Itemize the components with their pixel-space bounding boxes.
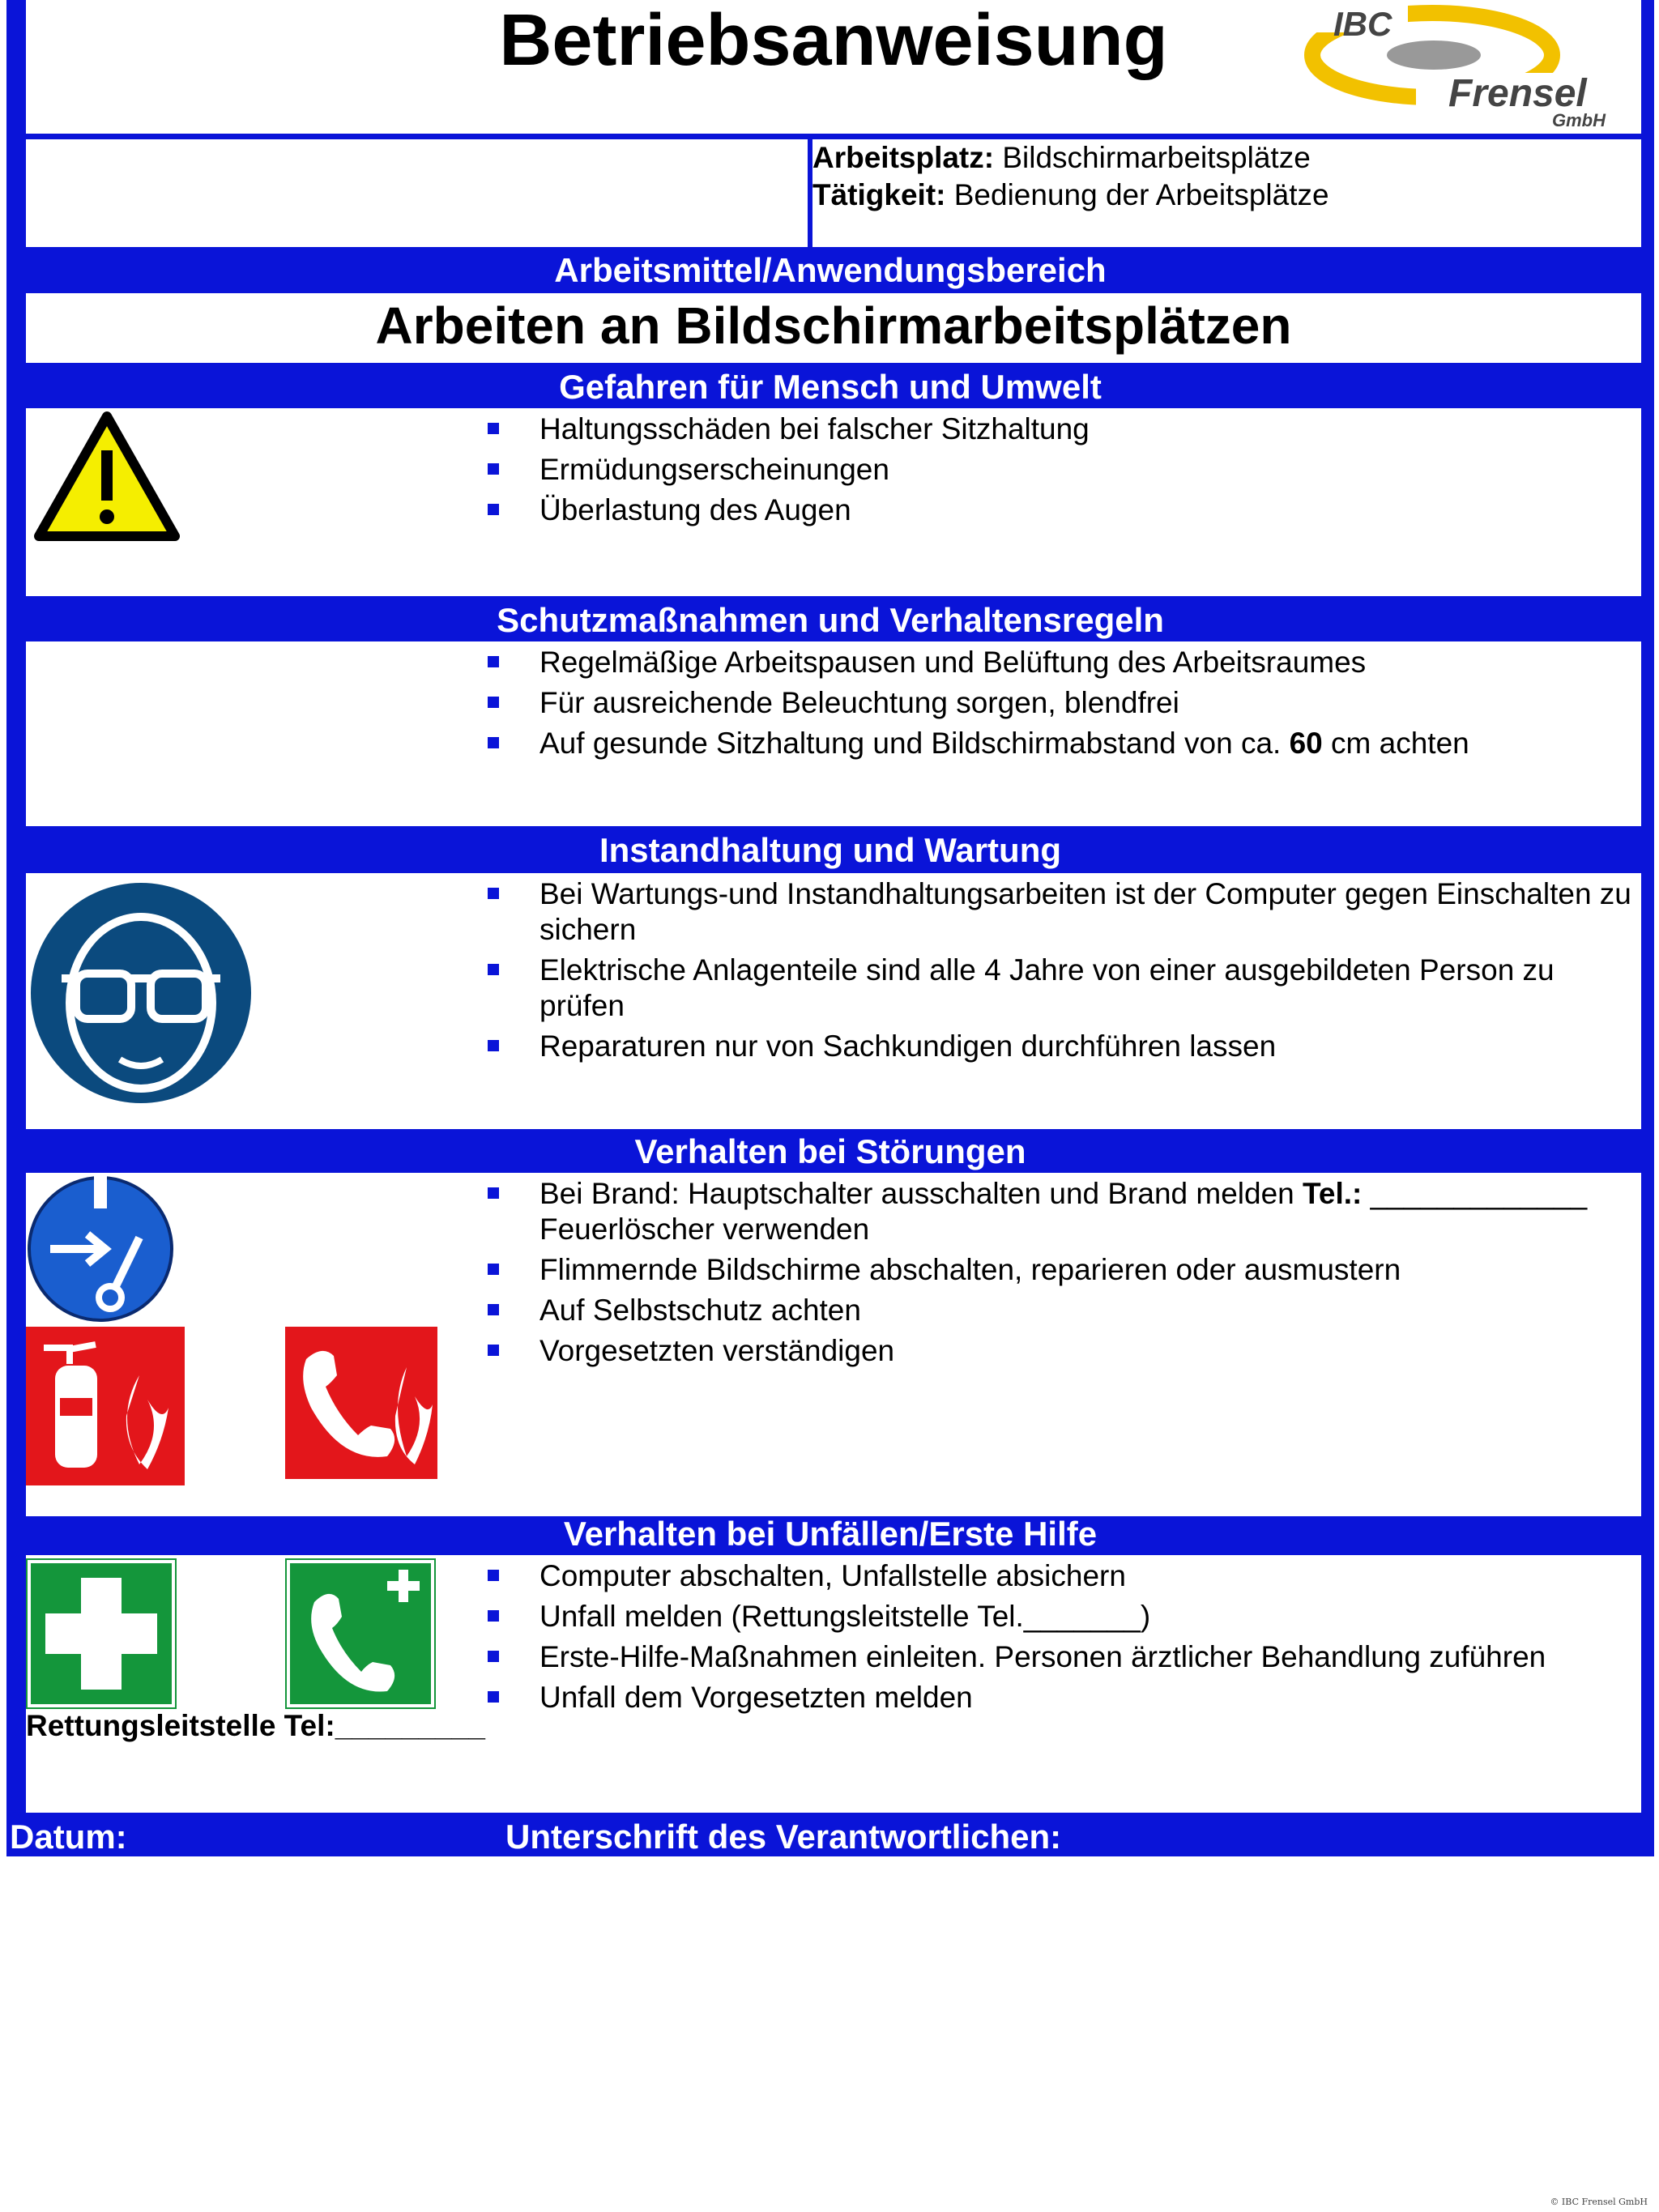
bullet-icon — [488, 1304, 499, 1315]
rettungsleitstelle-label: Rettungsleitstelle Tel: — [26, 1709, 335, 1742]
list-item: Regelmäßige Arbeitspausen und Belüftung des Arbeitsraumes — [488, 645, 1622, 680]
bullet-icon — [488, 1691, 499, 1703]
schutz-heading: Schutzmaßnahmen und Verhaltensregeln — [497, 601, 1164, 639]
bullet-icon — [488, 1187, 499, 1199]
list-item: Erste-Hilfe-Maßnahmen einleiten. Personen ärztlicher Behandlung zuführen — [488, 1639, 1638, 1675]
arbeitsplatz-label: Arbeitsplatz: — [812, 141, 995, 174]
betriebsanweisung-sheet — [6, 0, 1654, 1856]
wartung-box — [26, 873, 1641, 1129]
bullet-icon — [488, 423, 499, 434]
header-box — [26, 0, 1641, 134]
rettungsleitstelle-blank: _________ — [335, 1709, 485, 1742]
bullet-icon — [488, 1345, 499, 1356]
first-aid-icon — [26, 1558, 177, 1709]
stoerungen-box — [26, 1173, 1641, 1516]
bullet-icon — [488, 1040, 499, 1051]
schutz-box — [26, 641, 1641, 826]
anwendung-box — [26, 293, 1641, 363]
arbeitsplatz-line — [812, 139, 1311, 177]
unfaelle-heading: Verhalten bei Unfällen/Erste Hilfe — [563, 1515, 1098, 1553]
gefahren-list — [488, 411, 1622, 533]
bullet-icon — [488, 1610, 499, 1622]
list-item: Unfall melden (Rettungsleitstelle Tel._______) — [488, 1599, 1638, 1634]
list-item: Auf Selbstschutz achten — [488, 1293, 1638, 1328]
copyright-notice: © IBC Frensel GmbH — [1550, 2197, 1648, 2207]
rettungsleitstelle-line — [26, 1707, 485, 1745]
unfaelle-box — [26, 1555, 1641, 1813]
tel-blank: _____________ — [1362, 1177, 1588, 1210]
list-item: Haltungsschäden bei falscher Sitzhaltung — [488, 411, 1622, 447]
stoerungen-heading: Verhalten bei Störungen — [634, 1132, 1026, 1170]
arbeitsplatz-cell — [812, 139, 1641, 247]
bullet-icon — [488, 504, 499, 515]
logo-ibc: IBC — [1333, 5, 1392, 43]
wartung-heading: Instandhaltung und Wartung — [599, 831, 1061, 869]
wartung-list — [488, 876, 1638, 1069]
taetigkeit-value: Bedienung der Arbeitsplätze — [953, 178, 1329, 211]
bullet-icon — [488, 737, 499, 748]
bullet-icon — [488, 964, 499, 975]
taetigkeit-label: Tätigkeit: — [812, 178, 946, 211]
unfaelle-list — [488, 1558, 1638, 1720]
list-item: Reparaturen nur von Sachkundigen durchführen lassen — [488, 1029, 1638, 1064]
list-item: Überlastung des Augen — [488, 492, 1622, 528]
list-item: Für ausreichende Beleuchtung sorgen, blendfrei — [488, 685, 1622, 721]
distance-value: 60 — [1289, 727, 1323, 760]
list-item: Unfall dem Vorgesetzten melden — [488, 1680, 1638, 1715]
bullet-icon — [488, 697, 499, 708]
emergency-telephone-icon — [285, 1558, 436, 1709]
anwendung-title: Arbeiten an Bildschirmarbeitsplätzen — [375, 296, 1292, 355]
list-item: Bei Brand: Hauptschalter ausschalten und Brand melden Tel.: _____________ Feuerlöscher verwenden — [488, 1176, 1638, 1247]
schutz-list — [488, 645, 1622, 766]
stoerungen-list — [488, 1176, 1638, 1374]
list-item: Ermüdungserscheinungen — [488, 452, 1622, 488]
logo-frensel: Frensel — [1448, 72, 1587, 115]
logo-gmbh: GmbH — [1552, 110, 1606, 130]
bullet-icon — [488, 463, 499, 475]
eye-protection-icon — [29, 881, 253, 1105]
document-title: Betriebsanweisung — [499, 0, 1168, 81]
anwendung-heading: Arbeitsmittel/Anwendungsbereich — [554, 251, 1107, 289]
arbeitsplatz-value: Bildschirmarbeitsplätze — [1002, 141, 1311, 174]
gefahren-heading: Gefahren für Mensch und Umwelt — [559, 368, 1102, 406]
disconnect-switch-icon — [26, 1174, 175, 1323]
datum-label: Datum: — [10, 1818, 127, 1856]
bullet-icon — [488, 1264, 499, 1275]
list-item: Computer abschalten, Unfallstelle absichern — [488, 1558, 1638, 1594]
fire-telephone-icon — [285, 1327, 437, 1479]
list-item: Auf gesunde Sitzhaltung und Bildschirmabstand von ca. 60 cm achten — [488, 726, 1622, 761]
arbeitsplatz-empty-cell — [26, 139, 808, 247]
warning-icon — [32, 410, 181, 544]
bullet-icon — [488, 1651, 499, 1662]
bullet-icon — [488, 656, 499, 667]
list-item: Bei Wartungs-und Instandhaltungsarbeiten ist der Computer gegen Einschalten zu sichern — [488, 876, 1638, 948]
list-item: Vorgesetzten verständigen — [488, 1333, 1638, 1369]
gefahren-box — [26, 408, 1641, 596]
company-logo — [1294, 5, 1635, 131]
taetigkeit-line — [812, 177, 1329, 214]
bullet-icon — [488, 888, 499, 899]
list-item: Elektrische Anlagenteile sind alle 4 Jahre von einer ausgebildeten Person zu prüfen — [488, 953, 1638, 1024]
list-item: Flimmernde Bildschirme abschalten, reparieren oder ausmustern — [488, 1252, 1638, 1288]
tel-label: Tel.: — [1303, 1177, 1363, 1210]
unterschrift-label: Unterschrift des Verantwortlichen: — [505, 1818, 1062, 1856]
bullet-icon — [488, 1570, 499, 1581]
fire-extinguisher-icon — [26, 1327, 185, 1485]
